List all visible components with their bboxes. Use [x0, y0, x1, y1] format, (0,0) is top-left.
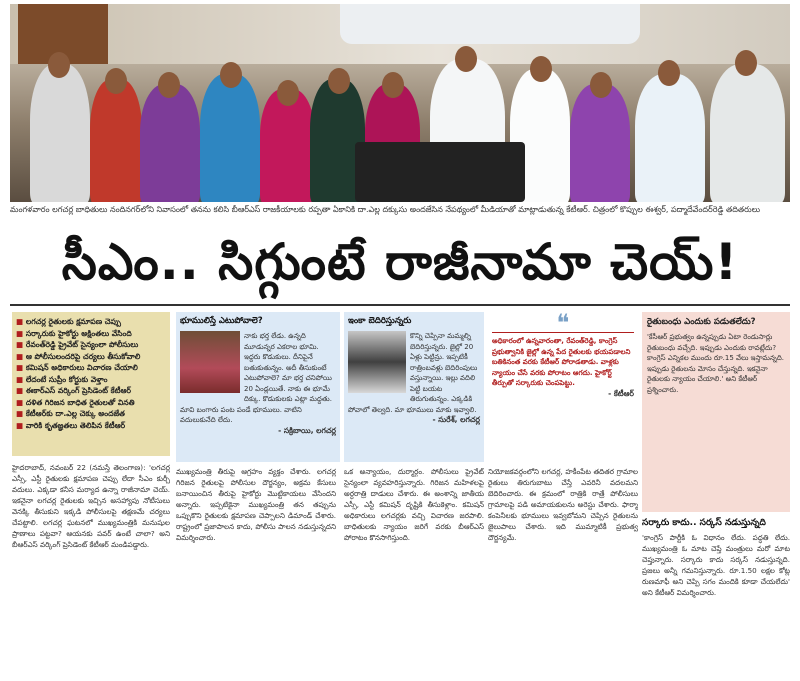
column-text: 'కాంగ్రెస్ పార్టీకి ఓ విధానం లేదు. పద్ధతి లేదు. ముఖ్యమంత్రి ఓ మాట చెప్తే మంత్రులు మరో మాట చెప్తున్నారు. సర్కారు కాదు సర్కస్ నడుస్తున్నది. ప్రజలు అన్నీ గమనిస్తున్నారు. రూ.1.50 లక్షల కోట్ల రుణమాఫీ అని చెప్పి సగం మందికి కూడా చేయలేదు' అని కేటీఆర్ విమర్శించారు. — [642, 533, 790, 597]
headline: సీఎం.. సిగ్గుంటే రాజీనామా చెయ్! — [61, 233, 739, 291]
article-column-2: ముఖ్యమంత్రి తీరుపై ఆగ్రహం వ్యక్తం చేశారు. లగచర్ల గిరిజన రైతులపై పోలీసుల దౌర్జన్యం, అక్రమ కేసులు బనాయించిన తీరుపై హైకోర్టు మొట్టికాయలు వేసిందని అన్నారు. ఇప్పటికైనా ముఖ్యమంత్రి తన తప్పును ఒప్పుకొని రైతులకు క్షమాపణ చెప్పాలని డిమాండ్ చేశారు. రాష్ట్రంలో ప్రజాపాలన కాదు, పోలీసు పాలన నడుస్తున్నదని విమర్శించారు. — [176, 467, 336, 542]
quote-signature: - కేటీఆర్ — [608, 388, 634, 398]
microphone-stand — [355, 142, 525, 202]
article-column-3: ఒక అన్యాయం, దుర్మార్గం. పోలీసులు ప్రైవేట్ సైన్యంలా వ్యవహరిస్తున్నారు. గిరిజన మహిళలపై అర్ధరాత్రి దాడులు చేశారు. ఈ అంశాన్ని జాతీయ ఎస్సీ, ఎస్టీ కమిషన్ దృష్టికి తీసుకెళ్లాం. కమిషన్ అధికారులు లగచర్లకు వచ్చి విచారణ జరపాలి. బాధితులకు న్యాయం జరిగే వరకు బీఆర్‌ఎస్ పోరాటం కొనసాగిస్తుంది. — [344, 467, 484, 542]
quote-text: అధికారంలో ఉన్నవారంతా, రేవంత్‌రెడ్డి, కాంగ్రెస్ ప్రభుత్వానికి జైల్లో ఉన్న పేద రైతులకు భయపడాలని బతికినంత వరకు కేటీఆర్ పోరాడతాడు. వాళ్లకు న్యాయం చేసే వరకు పోరాటం ఆగదు. హైకోర్ట్ తీర్పుతో సర్కారుకు చెంపపెట్టు. — [492, 332, 634, 389]
highlight-item: ■ రేవంత్‌రెడ్డి ప్రైవేట్ సైన్యంలా పోలీసులు — [16, 339, 166, 351]
highlight-item: ■ కేటీఆర్‌కు దా.ఎల్ల చెక్కు అందజేత — [16, 408, 166, 420]
sidebar-box-land — [176, 312, 340, 462]
highlights-box — [12, 312, 170, 456]
highlight-item: ■ కమిషన్ అధికారులు విచారణ చేయాలి — [16, 362, 166, 374]
highlight-item: ■ ఈ‌కార్‌ఎస్ వర్కింగ్ ప్రెసిడెంట్ కేటీఆర్ — [16, 385, 166, 397]
article-column-5 — [642, 516, 790, 676]
highlight-item: ■ వారికి కృతజ్ఞతలు తెలిపిన కేటీఆర్ — [16, 420, 166, 432]
subheading: సర్కారు కాదు.. సర్కస్ నడుస్తున్నది — [642, 518, 766, 528]
box-signature: - సురేశ్, లగచర్ల — [432, 415, 480, 424]
quote-box — [488, 310, 638, 460]
highlight-item: ■ దళిత గిరిజన బాధిత రైతులతో వినతి — [16, 397, 166, 409]
box-title: భూములిస్తే ఎటుపోవాలె? — [180, 316, 263, 326]
article-column-1: హైదరాబాద్, నవంబర్ 22 (నమస్తే తెలంగాణ): 'లగచర్ల ఎస్సీ, ఎస్టీ రైతులకు క్షమాపణ చెప్పు లేదా సీఎం కుర్చీ వదులు. ఎక్కడా కనీస మర్యాద ఉన్నా రాజీనామా చెయ్. ఇకనైనా లగచర్ల రైతులకు ఇచ్చిన అసహ్యాపు నోటీసులు వెనక్కి తీసుకుని ఇక్కడి పోలీసులపై తక్షణమే చర్యలు చేపట్టాలి. లగచర్ల ఘటనలో ముఖ్యమంత్రికి మనుషుల ప్రాణాలు పట్టవా? ఆయనకు పవర్ ఉంటే చాలా? అని బీఆర్‌ఎస్ వర్కింగ్ ప్రెసిడెంట్ కేటీఆర్ మండిపడ్డారు. — [12, 463, 170, 549]
highlight-item: ■ ఆ పోలీసులందరిపై చర్యలు తీసుకోవాలి — [16, 351, 166, 363]
box-signature: - సక్రిబాయి, లగచర్ల — [278, 425, 336, 435]
box-title: రైతుబంధు ఎందుకు పడుతలేదు? — [647, 317, 756, 327]
highlight-item: ■ లగచర్ల రైతులకు క్షమాపణ చెప్పు — [16, 316, 166, 328]
woman-portrait-photo — [180, 331, 240, 393]
box-text: కొన్ని చెప్పినా మమ్మల్ని బెదిరిస్తున్నరు. జైల్లో 20 ఏళ్లు పెట్టిన్రు. ఇప్పటికీ రాత్రింబవళ్లు బెదిరింపులు వస్తున్నాయి. ఇల్లు వదిలి పెట్టి బయట తిరుగుతున్నం. ఎక్కడికి పోవాలో తెల్వది. మా భూములు మాకు ఇవ్వాలి. — [348, 332, 478, 414]
divider — [10, 304, 790, 306]
box-title: ఇంకా బెదిరిస్తున్నరు — [348, 316, 412, 326]
sidebar-box-rythu — [642, 312, 790, 512]
man-portrait-photo — [348, 331, 406, 393]
news-photo — [10, 4, 790, 202]
box-text: 'కేసీఆర్ ప్రభుత్వం ఉన్నప్పుడు ఏటా రెండుసార్లు రైతుబంధు వచ్చేది. ఇప్పుడు ఎందుకు రావట్లేదు? కాంగ్రెస్ ఎన్నికల ముందు రూ.15 వేలు ఇస్తామన్నది. ఇప్పుడు రైతులను మోసం చేస్తున్నది. ఇకనైనా రైతులకు న్యాయం చేయాలి.' అని కేటీఆర్ ప్రశ్నించారు. — [647, 333, 785, 394]
highlight-item: ■ లేదంటే సుప్రీం కోర్టుకు వెళ్తాం — [16, 374, 166, 386]
box-text: నాకు భర్త లేడు. ఉన్నది మూడున్నర ఎకరాల భూమి. ఇద్దరు కొడుకులు. దీనిపైనే బతుకుతున్నం. అదీ తీసుకుంటే ఎటుపోవాలె? మా భర్త చనిపోయి 20 ఏండ్లయితే. నాకు ఈ భూమే దిక్కు. కొడుకులకు ఎట్లా మద్దతు. మావి బంగారు పంట పండే భూములు. వాటిని వదులుకునేది లేదు. — [180, 332, 332, 424]
highlight-item: ■ సర్కారుకు హైకోర్టు అక్షింతలు వేసింది — [16, 328, 166, 340]
quote-icon: ❝ — [556, 309, 570, 337]
article-column-4: నియోజకవర్గంలోని లగచర్ల, హకీంపేట తదితర గ్రామాల రైతులు తిరుగుబాటు చేస్తే ఎవరినీ వదలమని బెదిరించారు. ఈ క్రమంలో రాత్రికి రాత్రే పోలీసులు గ్రామాలపై పడి అమాయకులను అరెస్టు చేశారు. ఫార్మా కంపెనీలకు భూములు ఇవ్వబోమని చెప్పిన రైతులను జైలుపాలు చేశారు. ఇది ముమ్మాటికీ ప్రభుత్వ దౌర్జన్యమే. — [488, 467, 638, 542]
sidebar-box-threats — [344, 312, 484, 462]
photo-caption: మంగళవారం లగచర్ల బాధితులు నందినగర్‌లోని నివాసంలో తనను కలిసి బీఆర్‌ఎస్ రాజకీయాలకు రప్పతా ఏకానికి దా.ఎల్ల దక్కుసు అందజేసిన నేపథ్యంలో మీడియాతో మాట్లాడుతున్న కేటీఆర్. చిత్రంలో కొప్పుల ఈశ్వర్, పద్మాదేవేందర్‌రెడ్డి తదితరులు — [10, 203, 790, 217]
